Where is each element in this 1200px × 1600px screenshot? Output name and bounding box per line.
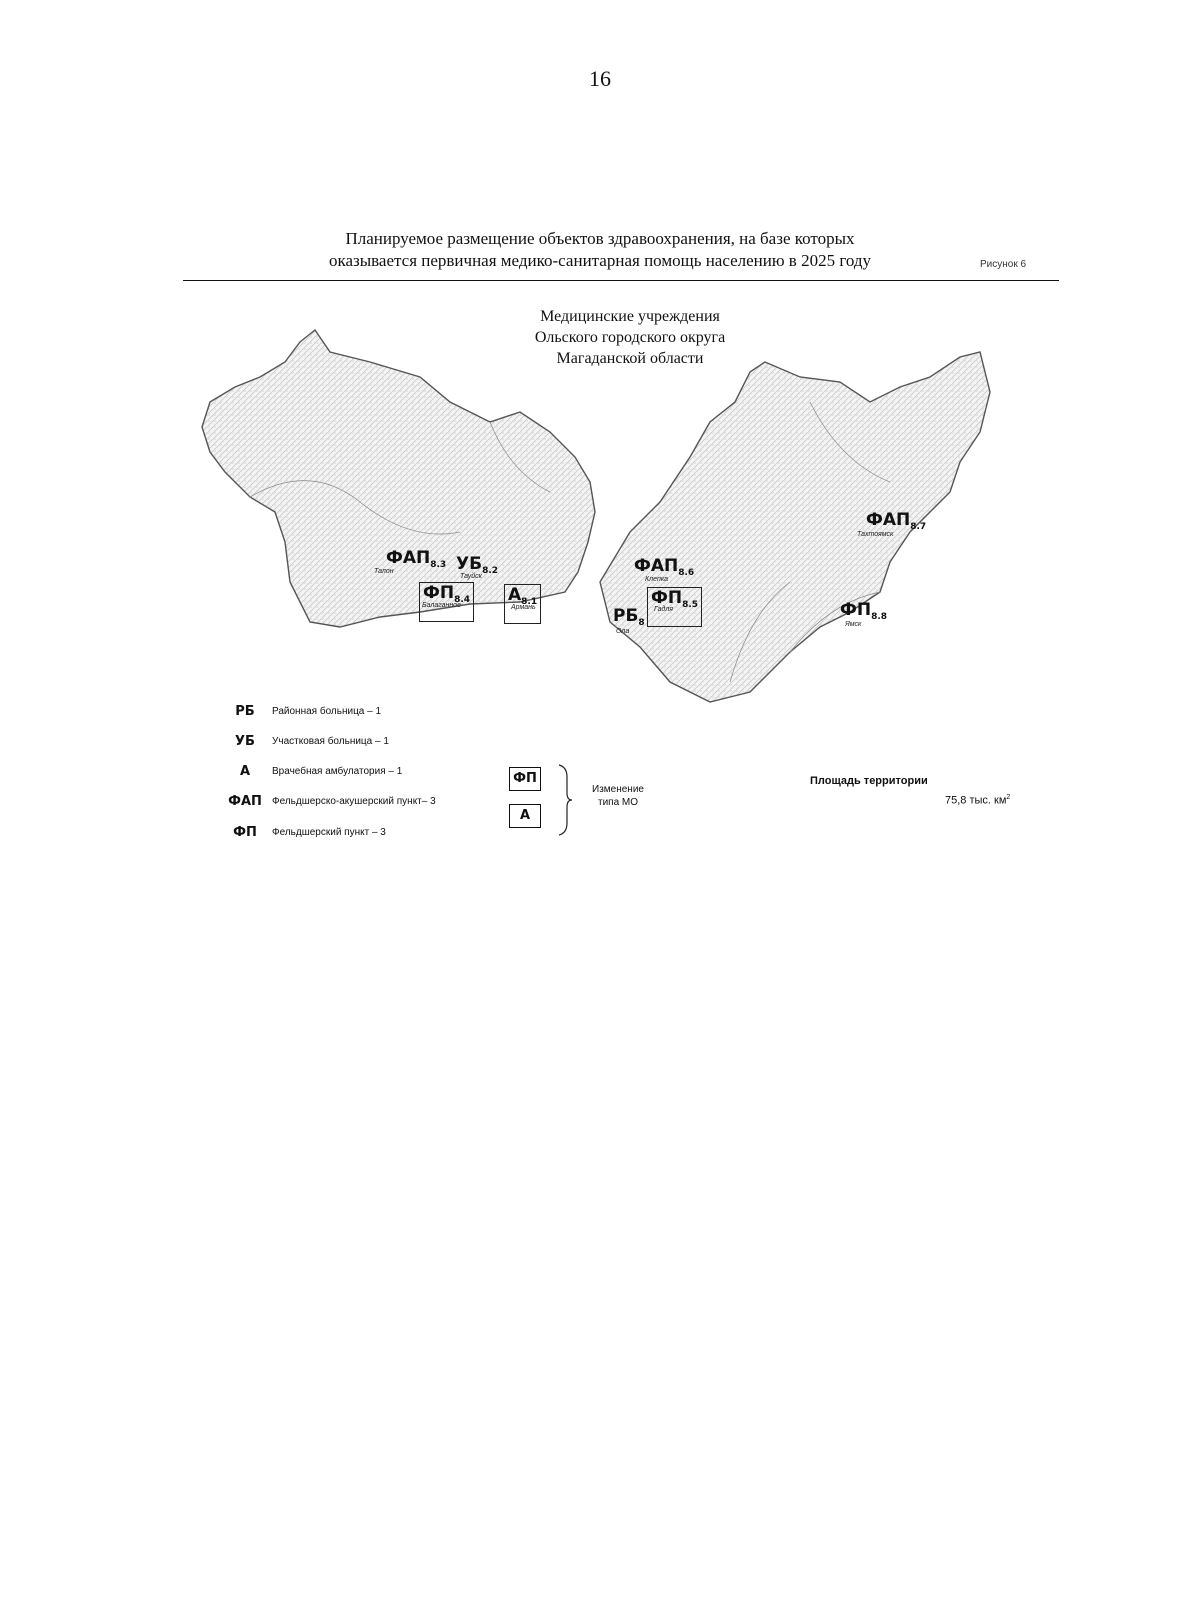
marker-fap-8-3 [386,549,446,574]
figure-title [300,228,900,272]
place-yamsk: Ямск [845,621,862,628]
marker-symbol: ФАП [634,556,679,576]
marker-code: 8.4 [454,595,471,605]
place-balagannoe: Балаганное [422,602,461,609]
place-arman: Армань [511,604,536,611]
marker-code: 8.1 [521,597,538,607]
place-talon: Талон [374,568,394,575]
figure-label: Рисунок 6 [980,259,1027,270]
legend-text: Районная больница – 1 [272,706,382,717]
place-tauysk: Тауйск [460,573,482,580]
type-change-label [584,783,652,809]
area-title: Площадь территории [810,775,928,787]
legend-symbol: ФП [233,825,257,840]
area-value-unit: 2 [1006,794,1011,801]
marker-code: 8.5 [682,600,699,610]
legend-symbol: ФАП [228,794,262,809]
east-territory [600,352,990,702]
marker-symbol: УБ [456,554,483,574]
place-takhtoyamsk: Тахтоямск [857,531,894,538]
legend-text: Фельдшерско-акушерский пункт– 3 [272,796,436,807]
legend-symbol: РБ [235,704,255,719]
type-change-brace [557,763,573,837]
map-title-line-2: Ольского городского округа [534,329,726,346]
type-change-box-a: А [509,804,541,828]
marker-code: 8.7 [910,522,927,532]
marker-code: 8 [638,618,645,628]
area-value-text: 75,8 тыс. км [945,794,1007,807]
type-change-label-line-1: Изменение [592,784,644,795]
figure-title-line-2: оказывается первичная медико-санитарная помощь населению в 2025 году [328,251,872,270]
legend-text: Участковая больница – 1 [272,736,389,747]
map-title [450,306,810,369]
marker-code: 8.6 [678,568,695,578]
place-ola: Ола [616,628,630,635]
legend-symbol: УБ [235,734,255,749]
map-title-line-1: Медицинские учреждения [540,308,720,325]
legend-text: Фельдшерский пункт – 3 [272,827,386,838]
figure-divider [183,280,1059,281]
west-territory [202,330,595,627]
legend-symbol: А [239,764,251,779]
legend-text: Врачебная амбулатория – 1 [272,766,403,777]
map-title-line-3: Магаданской области [556,350,704,367]
marker-symbol: ФАП [866,510,911,530]
marker-symbol: ФП [423,583,455,603]
marker-code: 8.2 [482,566,499,576]
figure-title-line-1: Планируемое размещение объектов здравоохранения, на базе которых [345,229,855,248]
marker-code: 8.8 [871,612,888,622]
marker-symbol: ФП [651,588,683,608]
marker-code: 8.3 [430,560,447,570]
marker-symbol: А [508,585,522,605]
marker-symbol: РБ [613,606,639,626]
marker-symbol: ФП [840,600,872,620]
place-gadlya: Гадля [654,606,674,613]
type-change-box-fp: ФП [509,767,541,791]
place-klepka: Клепка [645,576,669,583]
area-value [945,794,1010,807]
type-change-label-line-2: типа МО [597,797,639,808]
marker-symbol: ФАП [386,548,431,568]
page-number: 16 [589,66,611,91]
